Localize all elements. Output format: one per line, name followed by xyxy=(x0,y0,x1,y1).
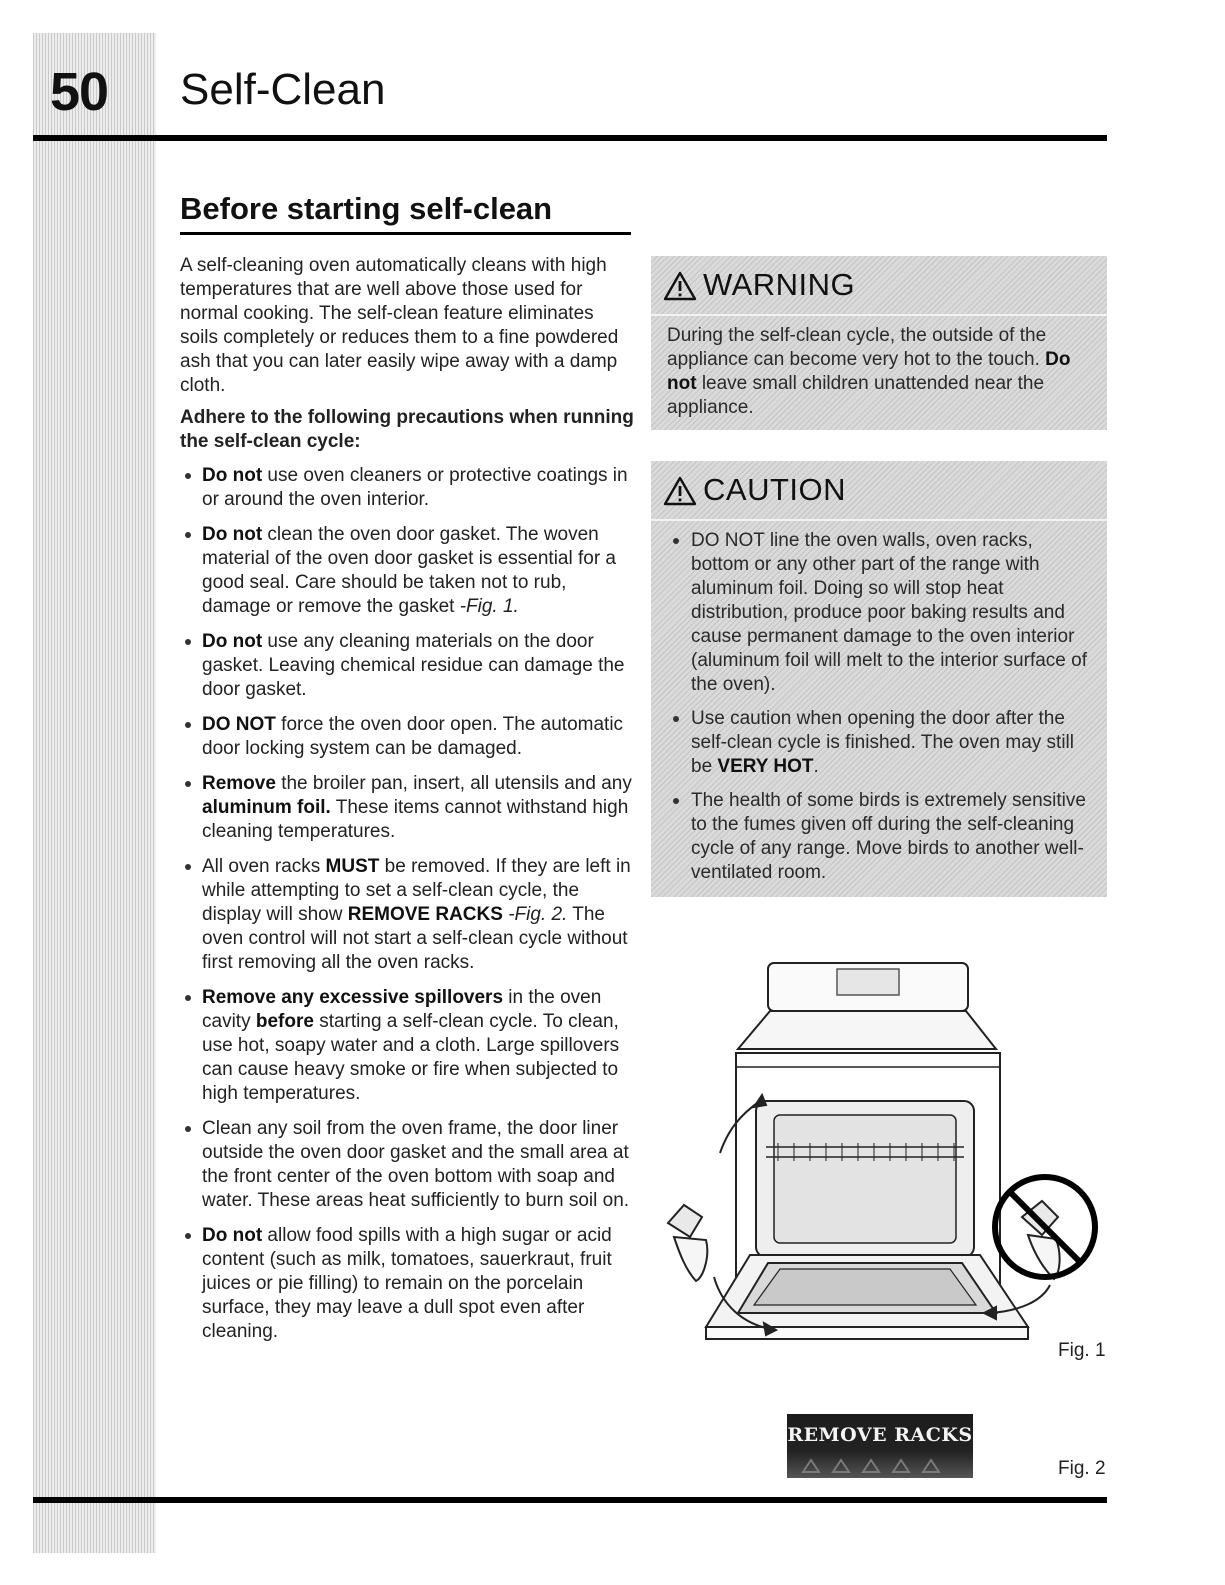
item-text: use any cleaning materials on the door gasket. Leaving chemical residue can damage the door gasket. xyxy=(202,631,625,700)
page-title: Self-Clean xyxy=(180,65,386,114)
section-underline xyxy=(180,232,631,235)
list-item xyxy=(180,855,635,975)
list-item xyxy=(180,630,635,702)
left-column xyxy=(180,254,635,1355)
item-emphasis: Do not xyxy=(202,631,263,652)
item-emphasis: Do not xyxy=(202,465,263,486)
header-rule xyxy=(33,135,1107,141)
item-text: be removed. If they are left in while attempting to set a self-clean cycle, the display will show xyxy=(202,856,631,925)
oven-door-gasket-illustration xyxy=(650,955,1100,1355)
warning-header xyxy=(651,256,1107,316)
caution-header xyxy=(651,461,1107,521)
section-heading: Before starting self-clean xyxy=(180,191,553,226)
item-text: Use caution when opening the door after the self-clean cycle is finished. The oven may still be xyxy=(691,708,1074,777)
item-emphasis: Remove xyxy=(202,773,276,794)
item-text: DO NOT line the oven walls, oven racks, bottom or any other part of the range with aluminum foil. Doing so will stop heat distribution, produce poor baking results and cause permanent damage to the oven interior (aluminum foil will melt to the interior surface of the oven). xyxy=(691,530,1087,695)
item-text: starting a self-clean cycle. To clean, use hot, soapy water and a cloth. Large spillovers can cause heavy smoke or fire when subjected to high temperatures. xyxy=(202,1011,620,1104)
caution-box xyxy=(651,461,1107,897)
intro-paragraph: A self-cleaning oven automatically cleans with high temperatures that are well above those used for normal cooking. The self-clean feature eliminates soils completely or reduces them to a fine powdered ash that you can later easily wipe away with a damp cloth. xyxy=(180,255,619,396)
item-text: the broiler pan, insert, all utensils and any xyxy=(275,773,632,794)
caution-body xyxy=(651,521,1107,885)
list-item xyxy=(180,1224,635,1344)
item-emphasis: REMOVE RACKS xyxy=(347,904,503,925)
caution-title: CAUTION xyxy=(703,472,846,507)
item-emphasis: Do not xyxy=(202,1225,263,1246)
list-item xyxy=(180,772,635,844)
item-text: allow food spills with a high sugar or acid content (such as milk, tomatoes, sauerkraut, fruit juices or pie filling) to remain on the porcelain surface, they may leave a dull spot even after cleaning. xyxy=(202,1225,612,1342)
precautions-heading: Adhere to the following precautions when running the self-clean cycle: xyxy=(180,407,634,452)
item-text: clean the oven door gasket. The woven material of the oven door gasket is essential for a good seal. Care should be taken not to rub, damage or remove the gasket xyxy=(202,524,617,617)
item-text: in the oven cavity xyxy=(202,987,602,1032)
warning-emphasis: Do not xyxy=(667,349,1071,394)
list-item xyxy=(180,464,635,512)
item-emphasis: VERY HOT xyxy=(717,756,814,777)
figure-2-label: Fig. 2 xyxy=(1058,1458,1106,1479)
item-emphasis: aluminum foil. xyxy=(202,797,331,818)
side-strip xyxy=(33,33,156,1553)
item-emphasis: DO NOT xyxy=(202,714,276,735)
item-emphasis: before xyxy=(255,1011,314,1032)
item-emphasis: Remove any excessive spillovers xyxy=(202,987,504,1008)
item-text: The health of some birds is extremely sensitive to the fumes given off during the self-cleaning cycle of any range. Move birds to another well-ventilated room. xyxy=(691,790,1086,883)
list-item xyxy=(180,713,635,761)
remove-racks-display xyxy=(787,1414,973,1478)
item-text: These items cannot withstand high cleaning temperatures. xyxy=(202,797,629,842)
figure-reference: -Fig. 2. xyxy=(502,904,568,925)
warning-box xyxy=(651,256,1107,430)
figure-reference: -Fig. 1. xyxy=(459,596,519,617)
list-item xyxy=(180,1117,635,1213)
item-emphasis: MUST xyxy=(325,856,380,877)
item-emphasis: Do not xyxy=(202,524,263,545)
item-text: Clean any soil from the oven frame, the door liner outside the oven door gasket and the small area at the front center of the oven bottom with soap and water. These areas heat sufficiently to burn soil on. xyxy=(202,1118,630,1211)
warning-text xyxy=(651,316,1107,420)
item-text: . xyxy=(813,756,819,777)
precautions-list xyxy=(180,464,635,1344)
footer-rule xyxy=(33,1497,1107,1503)
list-item xyxy=(180,986,635,1106)
list-item xyxy=(667,529,1093,697)
display-segments-graphic xyxy=(797,1456,963,1474)
page-number: 50 xyxy=(50,62,109,122)
item-text: All oven racks xyxy=(202,856,326,877)
figure-1-label: Fig. 1 xyxy=(1058,1340,1106,1361)
list-item xyxy=(180,523,635,619)
warning-triangle-icon xyxy=(663,271,697,301)
caution-list xyxy=(667,529,1093,885)
warning-triangle-icon xyxy=(663,476,697,506)
warning-text-part: During the self-clean cycle, the outside of the appliance can become very hot to the touch. xyxy=(667,325,1047,370)
list-item xyxy=(667,789,1093,885)
item-text: use oven cleaners or protective coatings in or around the oven interior. xyxy=(202,465,628,510)
list-item xyxy=(667,707,1093,779)
warning-text-part: leave small children unattended near the appliance. xyxy=(667,373,1045,418)
item-text: force the oven door open. The automatic door locking system can be damaged. xyxy=(202,714,624,759)
warning-title: WARNING xyxy=(703,267,856,302)
display-message: REMOVE RACKS xyxy=(787,1424,973,1446)
item-text: The oven control will not start a self-clean cycle without first removing all the oven racks. xyxy=(202,904,628,973)
